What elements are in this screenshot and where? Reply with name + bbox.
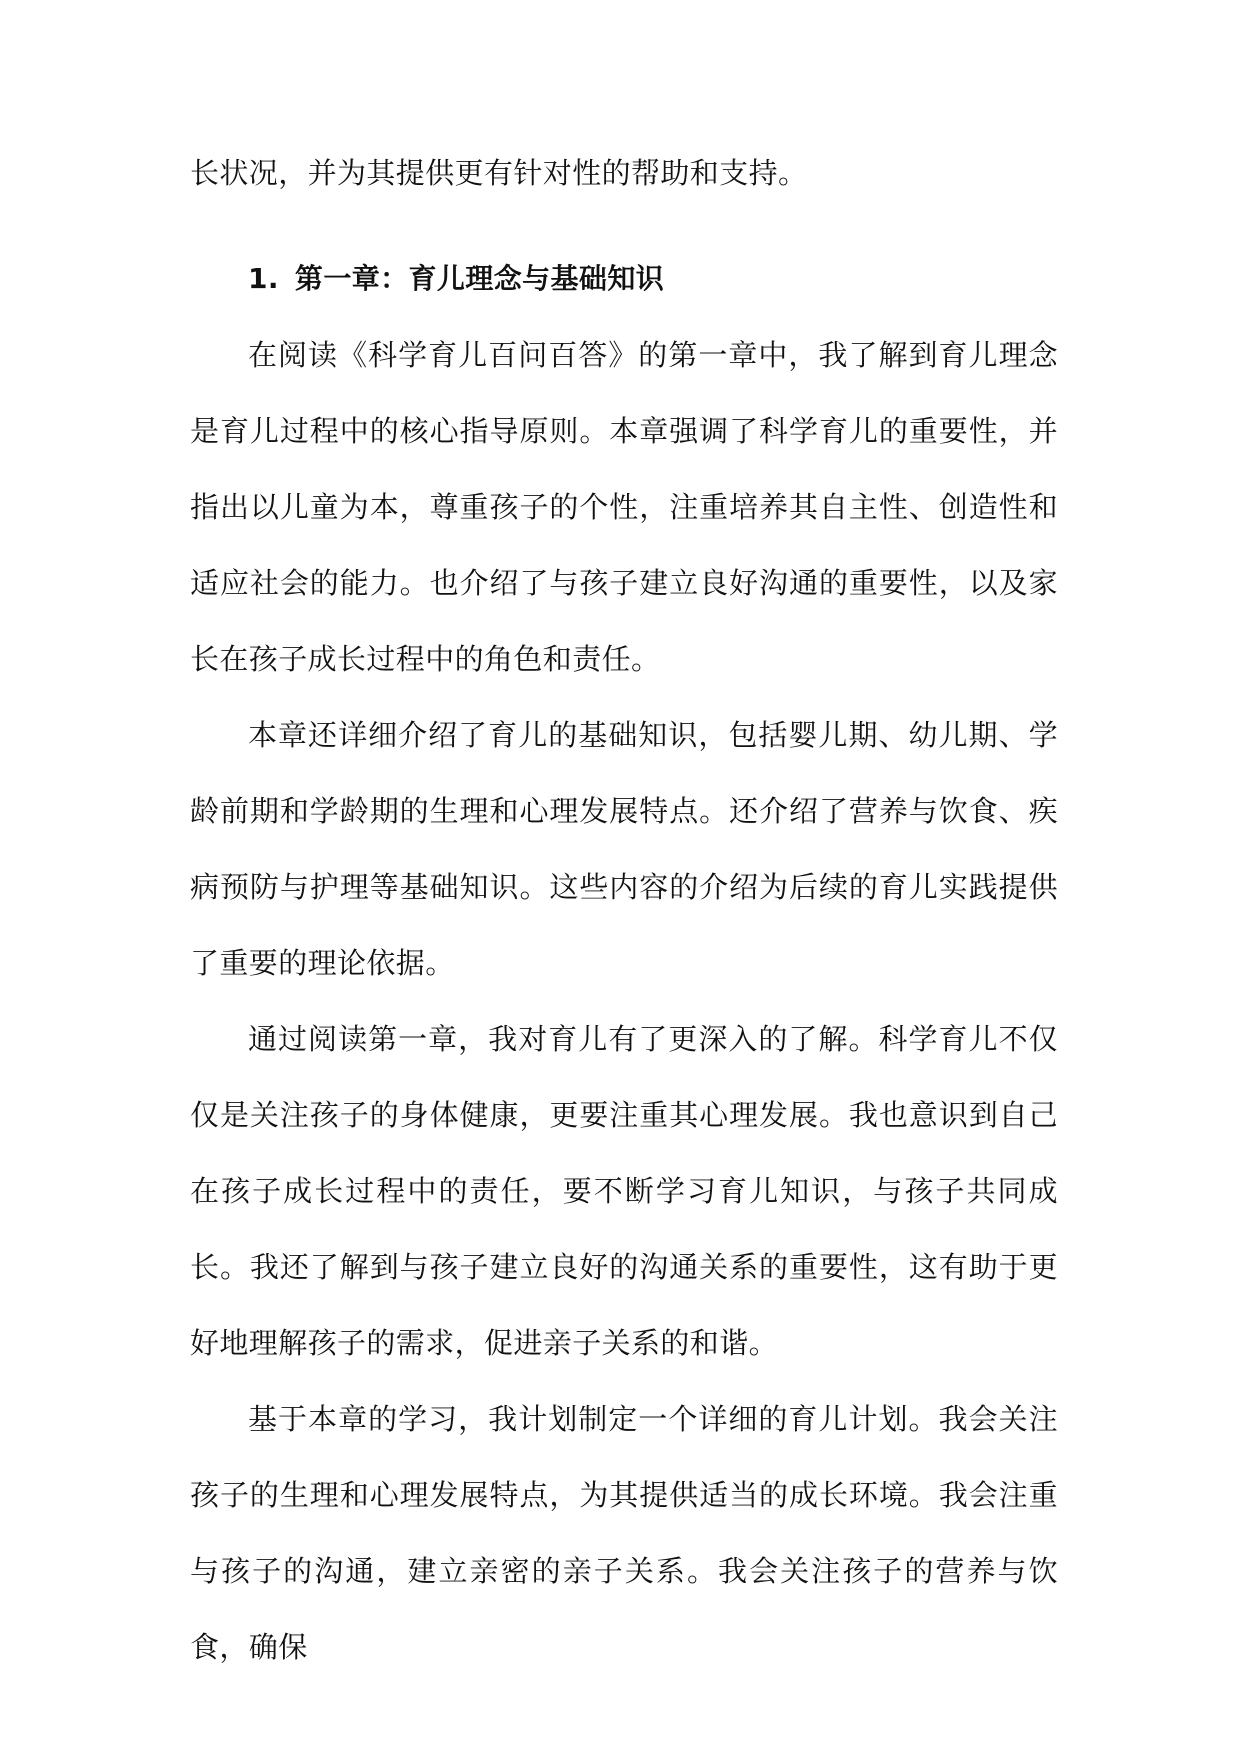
section-body bbox=[190, 317, 1058, 1685]
section-number: 1. bbox=[248, 262, 279, 295]
section-title: 第一章：育儿理念与基础知识 bbox=[294, 262, 665, 295]
body-paragraph: 通过阅读第一章，我对育儿有了更深入的了解。科学育儿不仅仅是关注孩子的身体健康，更要注重其心理发展。我也意识到自己在孩子成长过程中的责任，要不断学习育儿知识，与孩子共同成长。我还了解到与孩子建立良好的沟通关系的重要性，这有助于更好地理解孩子的需求，促进亲子关系的和谐。 bbox=[190, 1022, 1058, 1360]
body-paragraph: 本章还详细介绍了育儿的基础知识，包括婴儿期、幼儿期、学龄前期和学龄期的生理和心理发展特点。还介绍了营养与饮食、疾病预防与护理等基础知识。这些内容的介绍为后续的育儿实践提供了重要的理论依据。 bbox=[190, 718, 1058, 980]
continuation-paragraph: 长状况，并为其提供更有针对性的帮助和支持。 bbox=[190, 156, 808, 190]
body-paragraph: 基于本章的学习，我计划制定一个详细的育儿计划。我会关注孩子的生理和心理发展特点，为其提供适当的成长环境。我会注重与孩子的沟通，建立亲密的亲子关系。我会关注孩子的营养与饮食，确保 bbox=[190, 1402, 1058, 1664]
body-paragraph: 在阅读《科学育儿百问百答》的第一章中，我了解到育儿理念是育儿过程中的核心指导原则。本章强调了科学育儿的重要性，并指出以儿童为本，尊重孩子的个性，注重培养其自主性、创造性和适应社会的能力。也介绍了与孩子建立良好沟通的重要性，以及家长在孩子成长过程中的角色和责任。 bbox=[190, 338, 1058, 676]
section-heading bbox=[248, 241, 664, 317]
